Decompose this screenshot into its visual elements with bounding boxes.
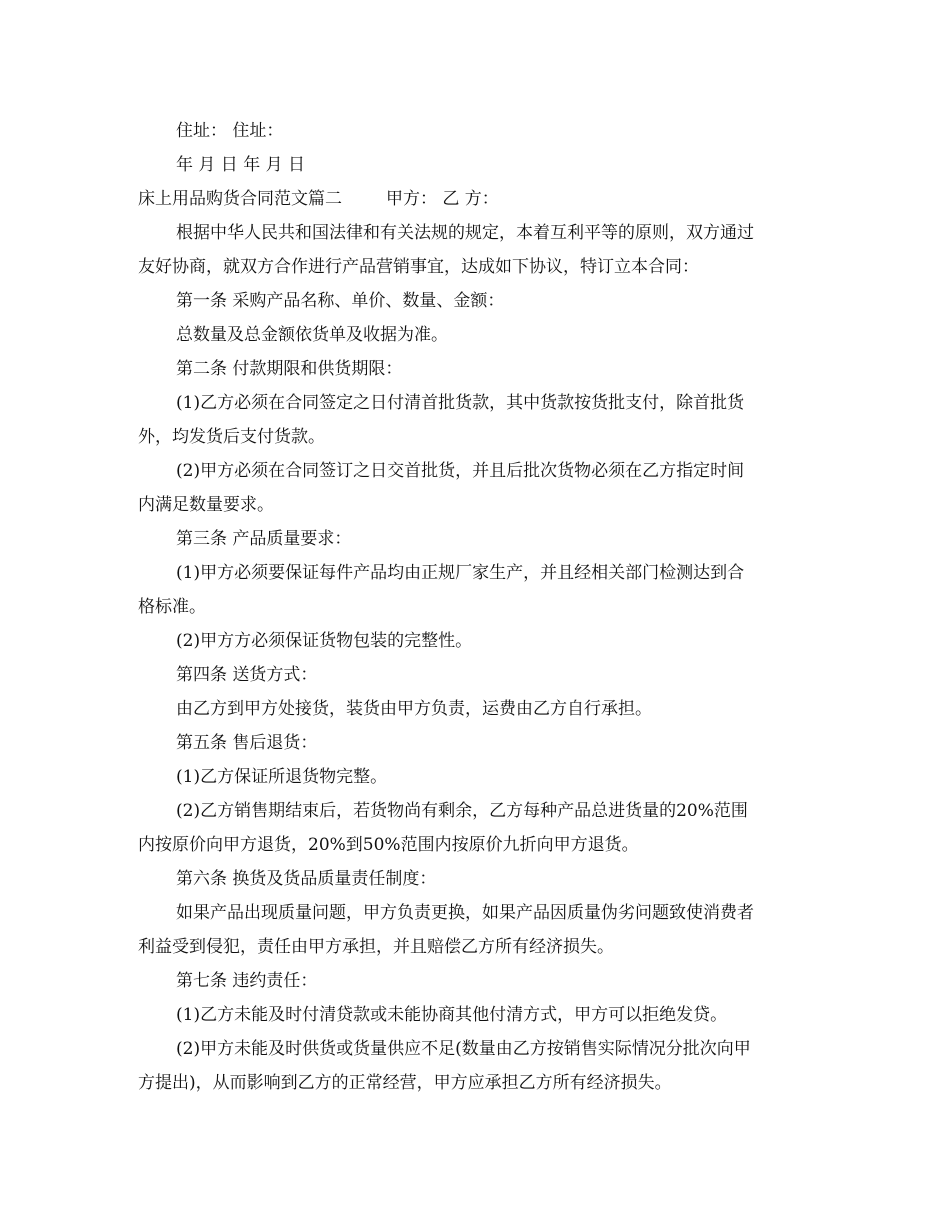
line-text: (1)乙方保证所退货物完整。: [176, 767, 388, 787]
line-text: (2)甲方未能及时供货或货量供应不足(数量由乙方按销售实际情况分批次向甲: [176, 1039, 751, 1059]
line-text: (1)乙方未能及时付清贷款或未能协商其他付清方式，甲方可以拒绝发贷。: [176, 1005, 728, 1025]
document-line: [138, 794, 814, 828]
line-text: 第三条 产品质量要求：: [176, 529, 352, 549]
document-line: [138, 998, 814, 1032]
document-line: [138, 590, 814, 624]
document-line: [138, 488, 814, 522]
line-text: 年 月 日 年 月 日: [176, 155, 306, 175]
line-text: (1)甲方必须要保证每件产品均由正规厂家生产，并且经相关部门检测达到合: [176, 563, 745, 583]
document-line: [138, 454, 814, 488]
line-text: 第四条 送货方式：: [176, 665, 318, 685]
line-text: 第六条 换货及货品质量责任制度：: [176, 869, 437, 889]
document-line: [138, 1066, 814, 1100]
line-text: 友好协商，就双方合作进行产品营销事宜，达成如下协议，特订立本合同：: [138, 257, 699, 277]
document-line: [138, 352, 814, 386]
line-text: 第一条 采购产品名称、单价、数量、金额：: [176, 291, 505, 311]
party-labels: 甲方： 乙 方：: [386, 189, 499, 209]
document-line: [138, 692, 814, 726]
line-text: 由乙方到甲方处接货，装货由甲方负责，运费由乙方自行承担。: [176, 699, 652, 719]
line-text: 第七条 违约责任：: [176, 971, 318, 991]
line-text: 内满足数量要求。: [138, 495, 274, 515]
document-line: [138, 624, 814, 658]
document-line: [138, 420, 814, 454]
document-line: [138, 216, 814, 250]
line-text: 外，均发货后支付货款。: [138, 427, 325, 447]
line-text: 根据中华人民共和国法律和有关法规的规定，本着互利平等的原则，双方通过: [176, 223, 754, 243]
line-text: 方提出)，从而影响到乙方的正常经营，甲方应承担乙方所有经济损失。: [138, 1073, 672, 1093]
document-line: [138, 930, 814, 964]
line-text: (1)乙方必须在合同签定之日付清首批货款，其中货款按货批支付，除首批货: [176, 393, 745, 413]
document-line: [138, 386, 814, 420]
line-text: (2)甲方必须在合同签订之日交首批货，并且后批次货物必须在乙方指定时间: [176, 461, 745, 481]
document-line: [138, 1032, 814, 1066]
document-body: [138, 114, 814, 1100]
document-line: [138, 318, 814, 352]
line-text: 格标准。: [138, 597, 206, 617]
document-line: [138, 896, 814, 930]
document-line: [138, 114, 814, 148]
line-text: 总数量及总金额依货单及收据为准。: [176, 325, 448, 345]
document-line: [138, 658, 814, 692]
line-text: 利益受到侵犯，责任由甲方承担，并且赔偿乙方所有经济损失。: [138, 937, 614, 957]
document-line: [138, 862, 814, 896]
document-line: [138, 250, 814, 284]
line-text: 如果产品出现质量问题，甲方负责更换，如果产品因质量伪劣问题致使消费者: [176, 903, 754, 923]
document-line: [138, 828, 814, 862]
document-line: [138, 182, 814, 216]
line-text: 第二条 付款期限和供货期限：: [176, 359, 403, 379]
line-text: (2)甲方方必须保证货物包装的完整性。: [176, 631, 473, 651]
line-text: 住址： 住址：: [176, 121, 284, 141]
document-line: [138, 284, 814, 318]
document-line: [138, 726, 814, 760]
line-text: (2)乙方销售期结束后，若货物尚有剩余，乙方每种产品总进货量的20%范围: [176, 801, 748, 821]
line-text: 内按原价向甲方退货，20%到50%范围内按原价九折向甲方退货。: [138, 835, 639, 855]
line-text: 床上用品购货合同范文篇二: [138, 189, 342, 209]
document-line: [138, 148, 814, 182]
document-line: [138, 522, 814, 556]
document-line: [138, 760, 814, 794]
document-line: [138, 964, 814, 998]
document-line: [138, 556, 814, 590]
line-text: 第五条 售后退货：: [176, 733, 318, 753]
